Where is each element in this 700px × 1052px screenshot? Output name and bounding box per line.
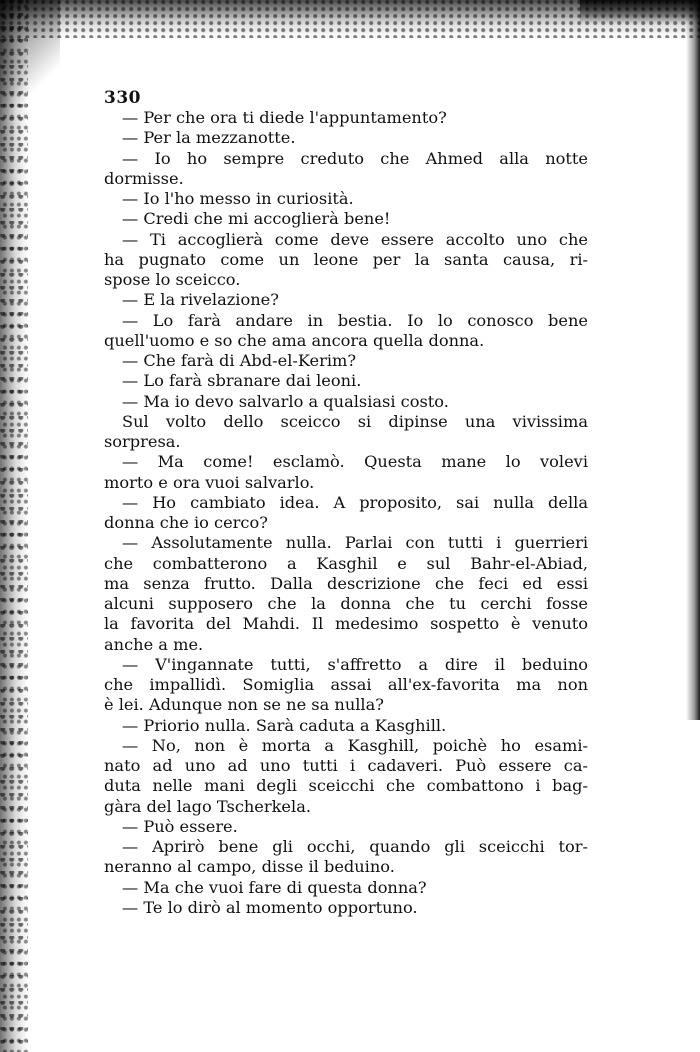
text-line: — Priorio nulla. Sarà caduta a Kasghill. — [122, 715, 447, 735]
scan-shadow-right — [686, 0, 700, 720]
scan-shadow-left — [0, 0, 28, 1052]
text-line: duta nelle mani degli sceicchi che combattono i bag- — [104, 776, 588, 796]
text-line: anche a me. — [104, 634, 204, 654]
text-line: morto e ora vuoi salvarlo. — [104, 472, 315, 492]
text-line: ha pugnato come un leone per la santa causa, ri- — [104, 249, 588, 269]
text-line: — Per che ora ti diede l'appuntamento? — [122, 108, 447, 127]
text-line: — Io ho sempre creduto che Ahmed alla notte — [122, 148, 588, 168]
text-line: — Ma che vuoi fare di questa donna? — [122, 877, 427, 897]
text-line: che impallidì. Somiglia assai all'ex-favorita ma non — [104, 675, 588, 694]
text-line: spose lo sceicco. — [104, 270, 241, 289]
text-line: — Assolutamente nulla. Parlai con tutti i guerrieri — [122, 533, 588, 553]
text-line: — Che farà di Abd-el-Kerim? — [122, 351, 357, 370]
text-line: neranno al campo, disse il beduino. — [104, 857, 395, 877]
text-line: alcuni supposero che la donna che tu cerchi fosse — [104, 594, 588, 613]
text-body — [104, 108, 588, 918]
text-line: — Per la mezzanotte. — [122, 128, 296, 148]
text-line: — Lo farà sbranare dai leoni. — [122, 371, 362, 391]
text-line: ma senza frutto. Dalla descrizione che feci ed essi — [104, 573, 588, 593]
text-line: — E la rivelazione? — [122, 290, 279, 310]
text-line: quell'uomo e so che ama ancora quella donna. — [104, 330, 485, 350]
text-line: — Ma come! esclamò. Questa mane lo volevi — [122, 452, 588, 472]
text-line: Sul volto dello sceicco si dipinse una vivissima — [122, 411, 588, 431]
text-line: gàra del lago Tscherkela. — [104, 796, 311, 816]
text-line: la favorita del Mahdi. Il medesimo sospetto è venuto — [104, 614, 588, 634]
scan-shadow-corner — [0, 0, 60, 120]
page-number: 330 — [104, 88, 141, 108]
text-line: — Può essere. — [122, 816, 238, 836]
text-line: dormisse. — [104, 168, 184, 188]
text-line: — Io l'ho messo in curiosità. — [122, 189, 354, 208]
text-line: — Ti accoglierà come deve essere accolto uno che — [122, 229, 588, 249]
text-line: donna che io cerco? — [104, 513, 268, 532]
text-line: — No, non è morta a Kasghill, poichè ho esami- — [122, 735, 588, 755]
text-line: — Te lo dirò al momento opportuno. — [122, 897, 418, 917]
text-line: — Aprirò bene gli occhi, quando gli sceicchi tor- — [122, 837, 588, 856]
text-line: — V'ingannate tutti, s'affretto a dire il beduino — [122, 654, 588, 674]
scan-shadow-right-top — [580, 0, 700, 24]
text-line: — Lo farà andare in bestia. Io lo conosco bene — [122, 310, 588, 330]
text-line: — Ho cambiato idea. A proposito, sai nulla della — [122, 492, 588, 512]
text-line: nato ad uno ad uno tutti i cadaveri. Può essere ca- — [104, 756, 588, 775]
text-line: — Ma io devo salvarlo a qualsiasi costo. — [122, 391, 449, 411]
text-line: — Credi che mi accoglierà bene! — [122, 209, 391, 229]
text-line: è lei. Adunque non se ne sa nulla? — [104, 695, 384, 715]
text-line: che combatterono a Kasghil e sul Bahr-el-Abiad, — [104, 553, 588, 573]
text-line: sorpresa. — [104, 432, 181, 451]
